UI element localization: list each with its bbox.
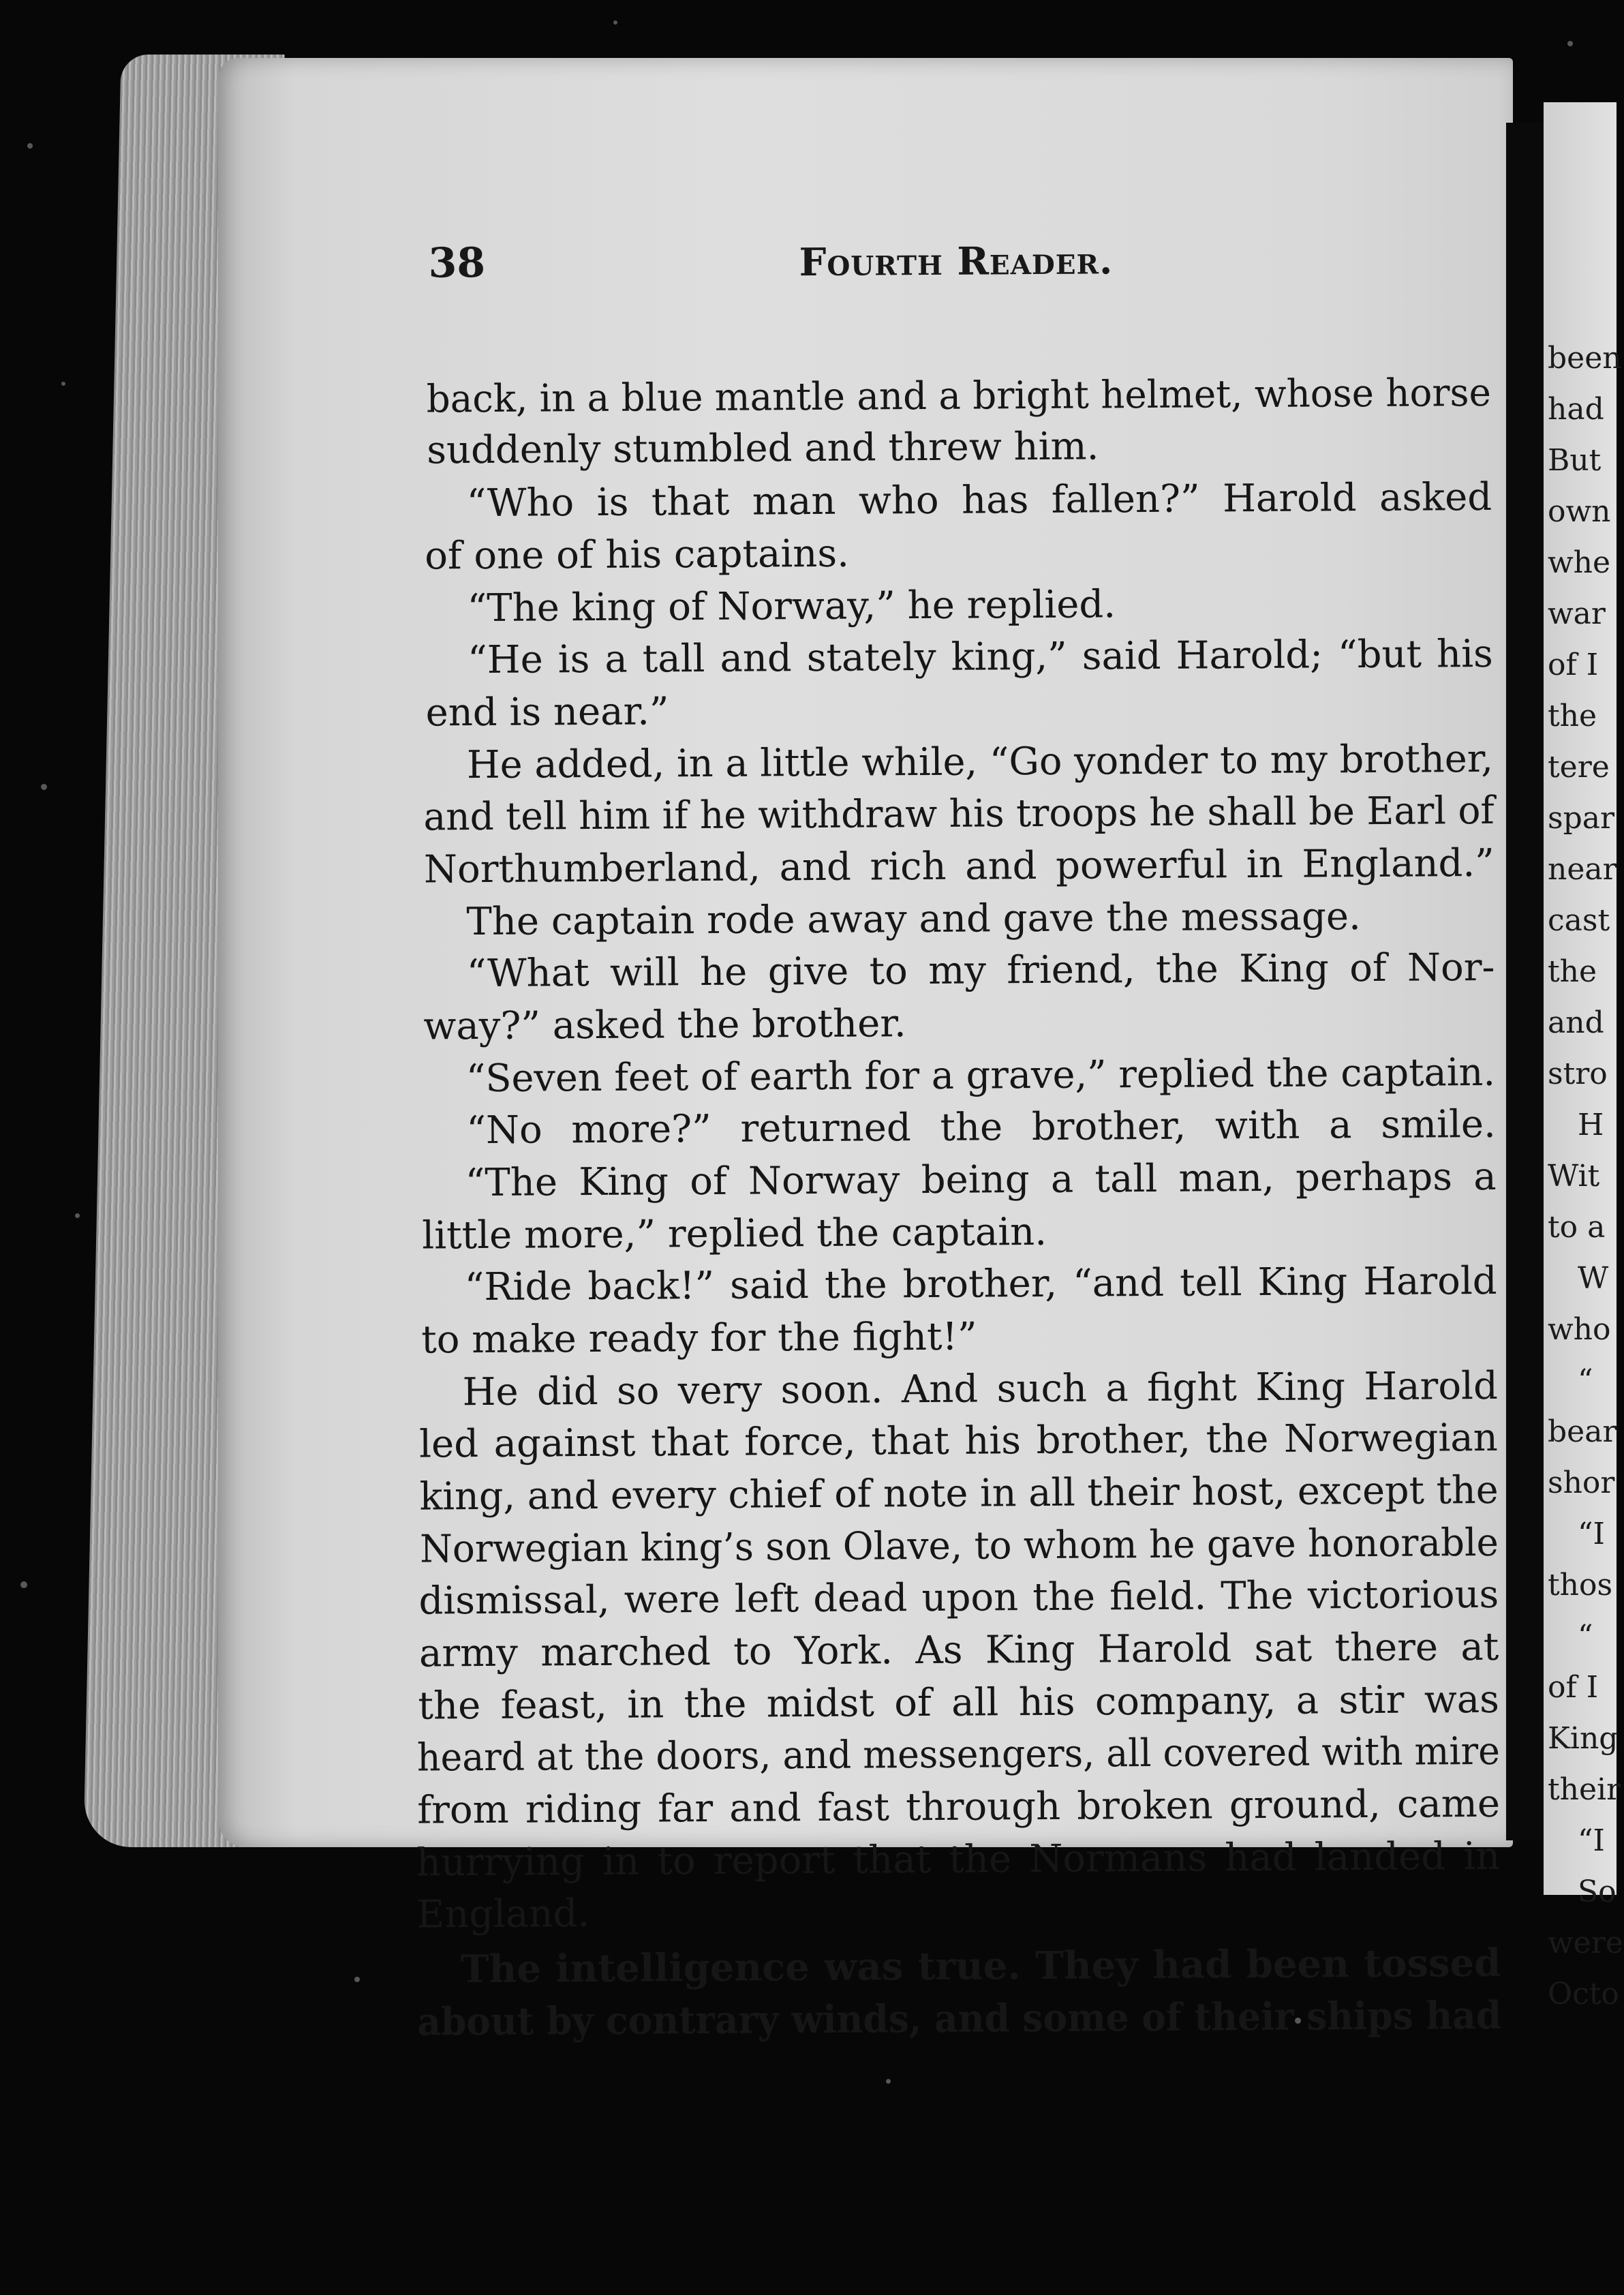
facing-page-line: tere xyxy=(1548,750,1610,785)
facing-page-line: But xyxy=(1548,443,1602,478)
facing-page-line: who xyxy=(1548,1312,1611,1347)
text-line: “No more?” returned the brother, with a smile. xyxy=(466,1101,1497,1153)
text-line: “He is a tall and stately king,” said Harold; “but his xyxy=(467,631,1493,683)
text-line: king, and every chief of note in all their host, except the xyxy=(419,1468,1499,1519)
facing-page-line: “ xyxy=(1578,1363,1593,1398)
facing-page-line: to a xyxy=(1548,1210,1606,1245)
facing-page-line: King xyxy=(1548,1721,1619,1756)
text-line: “What will he give to my friend, the King of Nor- xyxy=(466,945,1495,997)
text-line: “The King of Norway being a tall man, perhaps a xyxy=(465,1154,1497,1206)
facing-page-line: were xyxy=(1548,1926,1623,1960)
facing-page-line: had xyxy=(1548,392,1604,427)
text-line: army marched to York. As King Harold sat there at xyxy=(418,1624,1499,1676)
text-line: back, in a blue mantle and a bright helmet, whose horse xyxy=(426,370,1492,422)
facing-page-line: been xyxy=(1548,341,1622,376)
facing-page-line: “I xyxy=(1578,1517,1605,1551)
text-line: and tell him if he withdraw his troops he shall be Earl of xyxy=(423,788,1495,840)
text-line: He added, in a little while, “Go yonder to my brother, xyxy=(466,736,1494,788)
text-line: heard at the doors, and messengers, all covered with mire xyxy=(416,1729,1501,1780)
facing-page-line: shor xyxy=(1548,1465,1615,1500)
facing-page-line: own xyxy=(1548,494,1611,529)
facing-page-line: “I xyxy=(1578,1823,1605,1858)
facing-page-line: So xyxy=(1578,1874,1617,1909)
facing-page-line: W xyxy=(1578,1261,1609,1296)
facing-page-line: bear xyxy=(1548,1414,1617,1449)
facing-page-line: spar xyxy=(1548,801,1615,836)
running-title: Fourth Reader. xyxy=(799,238,1114,286)
text-line: of one of his captains. xyxy=(425,531,850,579)
page-number: 38 xyxy=(428,239,486,288)
facing-page-line: stro xyxy=(1548,1057,1608,1091)
text-line: England. xyxy=(416,1891,590,1937)
facing-page-line: thos xyxy=(1548,1568,1613,1602)
text-line: from riding far and fast through broken ground, came xyxy=(417,1781,1501,1833)
text-line: “Ride back!” said the brother, “and tell King Harold xyxy=(464,1258,1497,1310)
text-line: He did so very soon. And such a fight King Harold xyxy=(462,1363,1499,1415)
text-line: “The king of Norway,” he replied. xyxy=(467,582,1116,631)
text-line: about by contrary winds, and some of their ships had xyxy=(417,1992,1502,2045)
text-line: end is near.” xyxy=(425,689,669,735)
facing-page-line: cast xyxy=(1548,903,1610,938)
text-line: Norwegian king’s son Olave, to whom he gave honorable xyxy=(419,1520,1499,1572)
facing-page-line: “ xyxy=(1578,1619,1593,1654)
facing-page-line: Wit xyxy=(1548,1159,1600,1194)
facing-page-line: the xyxy=(1548,954,1597,989)
facing-page-line: H xyxy=(1578,1108,1604,1142)
facing-page-line: their xyxy=(1548,1772,1621,1807)
text-line: The intelligence was true. They had been tossed xyxy=(460,1940,1501,1992)
facing-page-line: the xyxy=(1548,699,1597,733)
facing-page-line: of I xyxy=(1548,1670,1599,1705)
text-line: suddenly stumbled and threw him. xyxy=(427,424,1099,473)
text-line: the feast, in the midst of all his company, a stir was xyxy=(418,1677,1500,1729)
facing-page-line: near xyxy=(1548,852,1617,887)
text-line: Northumberland, and rich and powerful in England.” xyxy=(423,840,1495,892)
text-line: to make ready for the fight!” xyxy=(421,1314,977,1363)
facing-page-line: Octo xyxy=(1548,1977,1619,2011)
facing-page-line: war xyxy=(1548,596,1606,631)
text-line: hurrying in to report that the Normans had landed in xyxy=(416,1834,1501,1885)
text-line: dismissal, were left dead upon the field. The victorious xyxy=(418,1572,1499,1624)
text-line: The captain rode away and gave the message. xyxy=(466,894,1362,945)
text-line: “Who is that man who has fallen?” Harold asked xyxy=(466,474,1492,526)
facing-page-line: of I xyxy=(1548,648,1599,682)
facing-page-line: and xyxy=(1548,1005,1604,1040)
text-line: “Seven feet of earth for a grave,” replied the captain. xyxy=(465,1050,1496,1101)
text-line: little more,” replied the captain. xyxy=(422,1209,1047,1258)
text-line: led against that force, that his brother, the Norwegian xyxy=(418,1415,1498,1467)
facing-page-line: whe xyxy=(1548,545,1611,580)
text-line: way?” asked the brother. xyxy=(423,1001,906,1049)
